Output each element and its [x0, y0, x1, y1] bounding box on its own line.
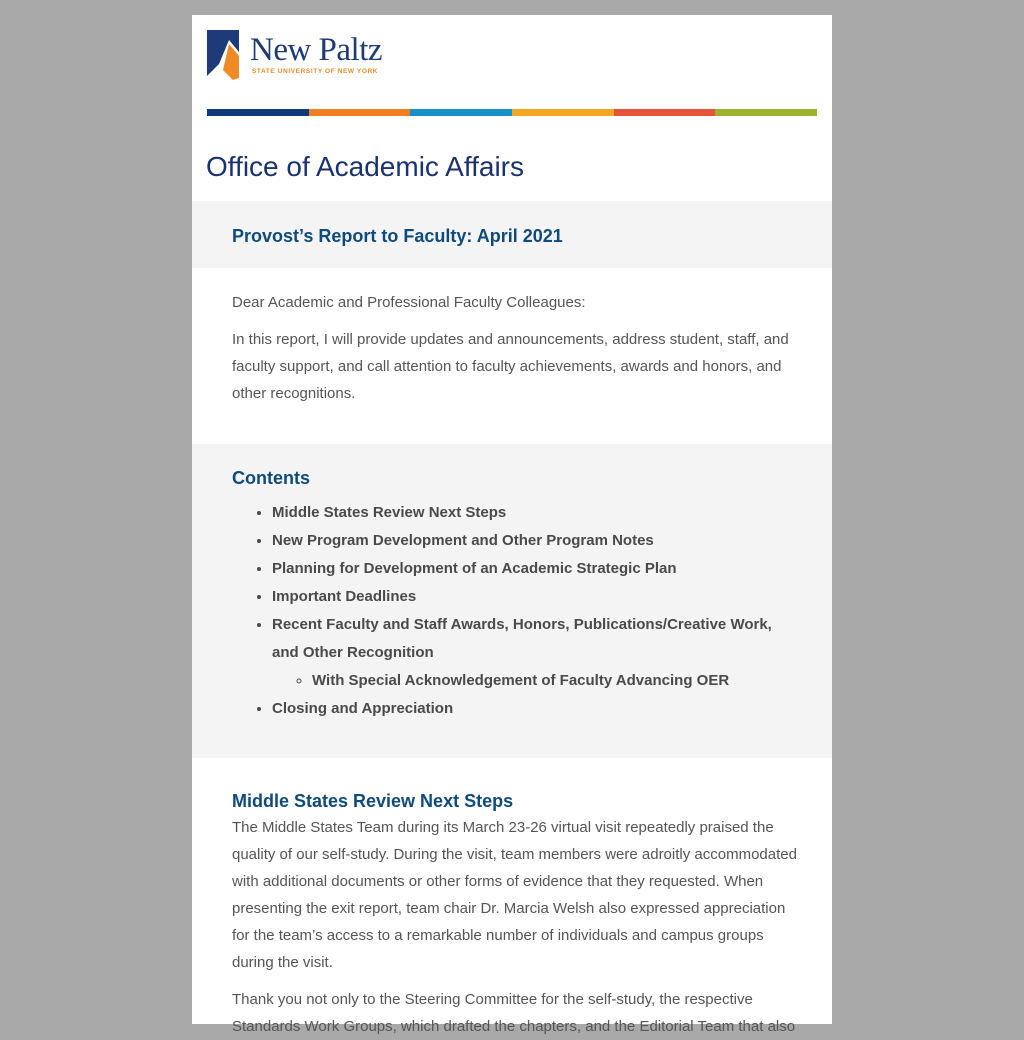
contents-item[interactable]: • New Program Development and Other Program Notes: [272, 527, 797, 555]
page-title: Office of Academic Affairs: [206, 151, 525, 182]
contents-heading: Contents: [232, 468, 310, 488]
logo-mark-icon: [207, 30, 239, 80]
report-title: Provost’s Report to Faculty: April 2021: [232, 226, 563, 246]
report-title-band: [192, 201, 832, 268]
contents-item[interactable]: [272, 611, 797, 695]
color-bar: [207, 109, 817, 116]
paragraph: Thank you not only to the Steering Committee for the self-study, the respective Standards Work Groups, which drafted the chapters, and the Editorial Team that also: [232, 991, 796, 1035]
section-heading: Middle States Review Next Steps: [232, 791, 514, 811]
paragraph: The Middle States Team during its March 23-26 virtual visit repeatedly praised the quality of our self-study. During the visit, team members were adroitly accommodated with additional documents or other forms of evidence that they requested. When presenting the exit report, team chair Dr. Marcia Welsh also expressed appreciation for the team’s access to a remarkable number of individuals and campus groups during the visit.: [232, 819, 797, 971]
contents-band: [192, 444, 832, 758]
middle-states-section: [232, 791, 797, 1040]
new-paltz-logo: [207, 30, 387, 80]
greeting: Dear Academic and Professional Faculty Colleagues:: [232, 294, 586, 311]
logo-tagline: STATE UNIVERSITY OF NEW YORK: [252, 68, 379, 75]
logo-wordmark: New Paltz: [250, 32, 383, 68]
contents-item[interactable]: • Planning for Development of an Academic Strategic Plan: [272, 555, 797, 583]
intro-section: [232, 289, 797, 407]
contents-item[interactable]: • Important Deadlines: [272, 583, 797, 611]
contents-item[interactable]: • Middle States Review Next Steps: [272, 499, 797, 527]
contents-list: [232, 499, 797, 723]
contents-item[interactable]: • Closing and Appreciation: [272, 695, 797, 723]
contents-item-label[interactable]: Recent Faculty and Staff Awards, Honors, Publications/Creative Work, and Other Recognition: [272, 616, 772, 661]
email-body: [192, 15, 832, 1035]
contents-subitem[interactable]: ◦ With Special Acknowledgement of Faculty Advancing OER: [312, 667, 797, 695]
intro-text: In this report, I will provide updates and announcements, address student, staff, and faculty support, and call attention to faculty achievements, awards and honors, and other recognitions.: [232, 331, 789, 402]
